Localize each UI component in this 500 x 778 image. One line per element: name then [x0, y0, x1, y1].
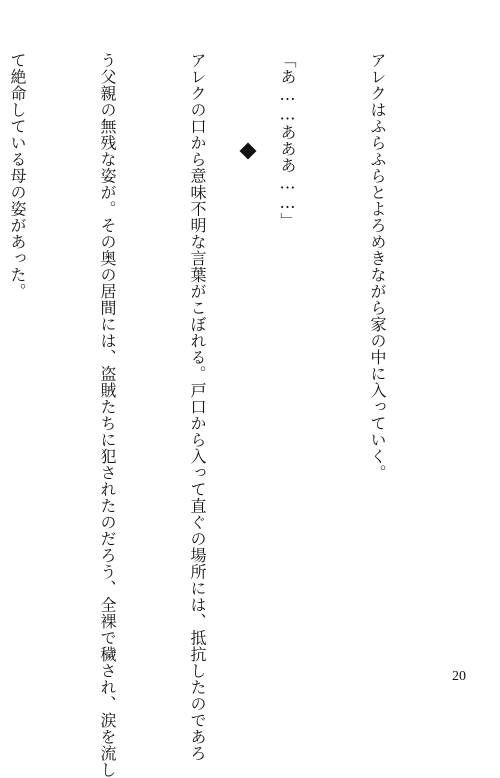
text-line: 「あ……あああ……」 — [278, 52, 297, 229]
text-line: て絶命している母の姿があった。 — [8, 52, 27, 300]
text-line: アレクはふらふらとよろめきながら家の中に入っていく。 — [368, 52, 387, 481]
page-number: 20 — [452, 669, 466, 684]
text-line: アレクの口から意味不明な言葉がこぼれる。戸口から入って直ぐの場所には、抵抗したのであろ — [188, 52, 207, 762]
vertical-text-body — [0, 52, 452, 778]
text-line: う父親の無残な姿が。その奥の居間には、盗賊たちに犯されたのだろう、全裸で穢され、涙を流し — [98, 52, 117, 778]
